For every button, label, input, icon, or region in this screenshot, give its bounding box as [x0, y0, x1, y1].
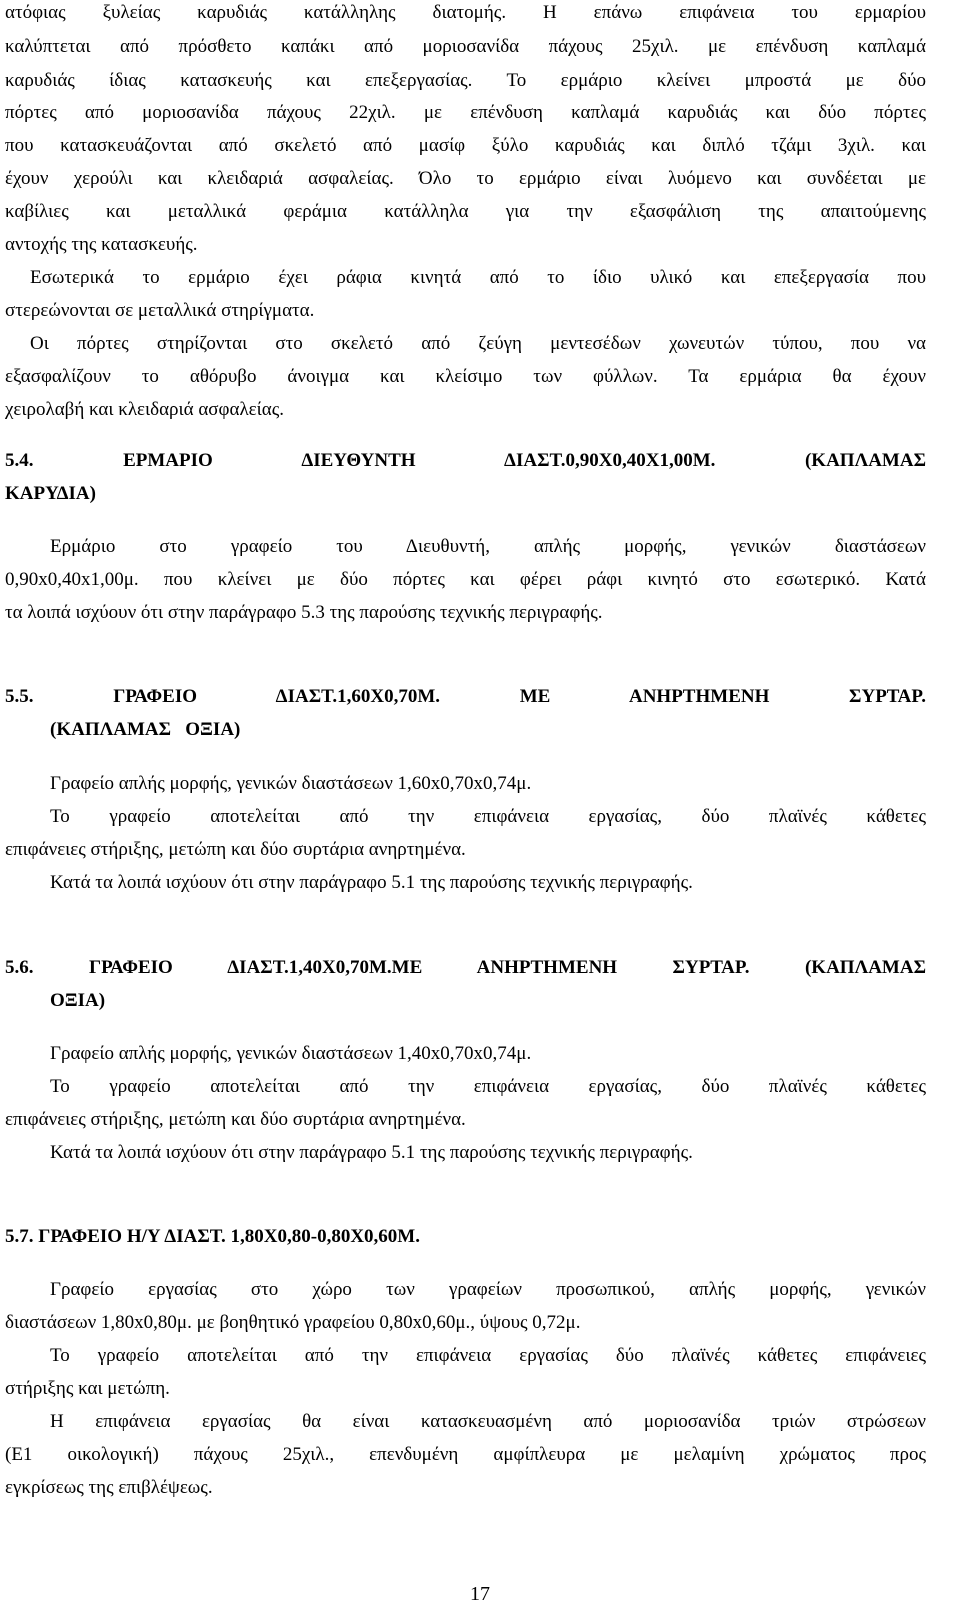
intro-line: πόρτες από μοριοσανίδα πάχους 22χιλ. με επένδυση καπλαμά καρυδιάς και δύο πόρτες — [5, 102, 926, 123]
section-heading: ΟΞΙΑ) — [50, 990, 106, 1011]
paragraph-line: Ερμάριο στο γραφείο του Διευθυντή, απλής μορφής, γενικών διαστάσεων — [50, 536, 926, 557]
intro-line: καβίλιες και μεταλλικά φεράμια κατάλληλα για την εξασφάλιση της απαιτούμενης — [5, 201, 926, 222]
paragraph-line: Το γραφείο αποτελείται από την επιφάνεια εργασίας, δύο πλαϊνές κάθετες — [50, 1076, 926, 1097]
section-heading: 5.4. ΕΡΜΑΡΙΟ ΔΙΕΥΘΥΝΤΗ ΔΙΑΣΤ.0,90Χ0,40Χ1,00Μ. (ΚΑΠΛΑΜΑΣ — [5, 450, 926, 471]
intro-line: εξασφαλίζουν το αθόρυβο άνοιγμα και κλείσιμο των φύλλων. Τα ερμάρια θα έχουν — [5, 366, 926, 387]
paragraph-line: Κατά τα λοιπά ισχύουν ότι στην παράγραφο 5.1 της παρούσης τεχνικής περιγραφής. — [50, 872, 693, 893]
intro-line: αντοχής της κατασκευής. — [5, 234, 198, 255]
paragraph-line: Γραφείο εργασίας στο χώρο των γραφείων προσωπικού, απλής μορφής, γενικών — [50, 1279, 926, 1300]
paragraph-line: Γραφείο απλής μορφής, γενικών διαστάσεων 1,40x0,70x0,74μ. — [50, 1043, 532, 1064]
section-heading: 5.6. ΓΡΑΦΕΙΟ ΔΙΑΣΤ.1,40Χ0,70Μ.ΜΕ ΑΝΗΡΤΗΜΕΝΗ ΣΥΡΤΑΡ. (ΚΑΠΛΑΜΑΣ — [5, 957, 926, 978]
paragraph-line: στήριξης και μετώπη. — [5, 1378, 170, 1399]
paragraph-line: (Ε1 οικολογική) πάχους 25χιλ., επενδυμένη αμφίπλευρα με μελαμίνη χρώματος προς — [5, 1444, 926, 1465]
section-heading: 5.7. ΓΡΑΦΕΙΟ Η/Υ ΔΙΑΣΤ. 1,80Χ0,80-0,80Χ0,60Μ. — [5, 1226, 420, 1247]
intro-line: Οι πόρτες στηρίζονται στο σκελετό από ζεύγη μεντεσέδων χωνευτών τύπου, που να — [30, 333, 926, 354]
paragraph-line: Η επιφάνεια εργασίας θα είναι κατασκευασμένη από μοριοσανίδα τριών στρώσεων — [50, 1411, 926, 1432]
paragraph-line: εγκρίσεως της επιβλέψεως. — [5, 1477, 213, 1498]
intro-line: καλύπτεται από πρόσθετο καπάκι από μοριοσανίδα πάχους 25χιλ. με επένδυση καπλαμά — [5, 36, 926, 57]
intro-line: χειρολαβή και κλειδαριά ασφαλείας. — [5, 399, 284, 420]
paragraph-line: 0,90x0,40x1,00μ. που κλείνει με δύο πόρτες και φέρει ράφι κινητό στο εσωτερικό. Κατά — [5, 569, 926, 590]
paragraph-line: Το γραφείο αποτελείται από την επιφάνεια εργασίας δύο πλαϊνές κάθετες επιφάνειες — [50, 1345, 926, 1366]
intro-line: στερεώνονται σε μεταλλικά στηρίγματα. — [5, 300, 315, 321]
paragraph-line: τα λοιπά ισχύουν ότι στην παράγραφο 5.3 της παρούσης τεχνικής περιγραφής. — [5, 602, 603, 623]
intro-line: Εσωτερικά το ερμάριο έχει ράφια κινητά από το ίδιο υλικό και επεξεργασία που — [30, 267, 926, 288]
section-heading: 5.5. ΓΡΑΦΕΙΟ ΔΙΑΣΤ.1,60Χ0,70Μ. ΜΕ ΑΝΗΡΤΗΜΕΝΗ ΣΥΡΤΑΡ. — [5, 686, 926, 707]
paragraph-line: Γραφείο απλής μορφής, γενικών διαστάσεων 1,60x0,70x0,74μ. — [50, 773, 532, 794]
intro-line: έχουν χερούλι και κλειδαριά ασφαλείας. Όλο το ερμάριο είναι λυόμενο και συνδέεται με — [5, 168, 926, 189]
section-heading: ΚΑΡΥΔΙΑ) — [5, 483, 96, 504]
paragraph-line: διαστάσεων 1,80x0,80μ. με βοηθητικό γραφείου 0,80x0,60μ., ύψους 0,72μ. — [5, 1312, 581, 1333]
paragraph-line: επιφάνειες στήριξης, μετώπη και δύο συρτάρια ανηρτημένα. — [5, 839, 466, 860]
intro-line: ατόφιας ξυλείας καρυδιάς κατάλληλης διατομής. Η επάνω επιφάνεια του ερμαρίου — [5, 2, 926, 23]
paragraph-line: επιφάνειες στήριξης, μετώπη και δύο συρτάρια ανηρτημένα. — [5, 1109, 466, 1130]
page-number: 17 — [470, 1583, 490, 1605]
paragraph-line: Κατά τα λοιπά ισχύουν ότι στην παράγραφο 5.1 της παρούσης τεχνικής περιγραφής. — [50, 1142, 693, 1163]
intro-line: καρυδιάς ίδιας κατασκευής και επεξεργασίας. Το ερμάριο κλείνει μπροστά με δύο — [5, 70, 926, 91]
section-heading: (ΚΑΠΛΑΜΑΣ ΟΞΙΑ) — [50, 719, 241, 740]
intro-line: που κατασκευάζονται από σκελετό από μασίφ ξύλο καρυδιάς και διπλό τζάμι 3χιλ. και — [5, 135, 926, 156]
paragraph-line: Το γραφείο αποτελείται από την επιφάνεια εργασίας, δύο πλαϊνές κάθετες — [50, 806, 926, 827]
